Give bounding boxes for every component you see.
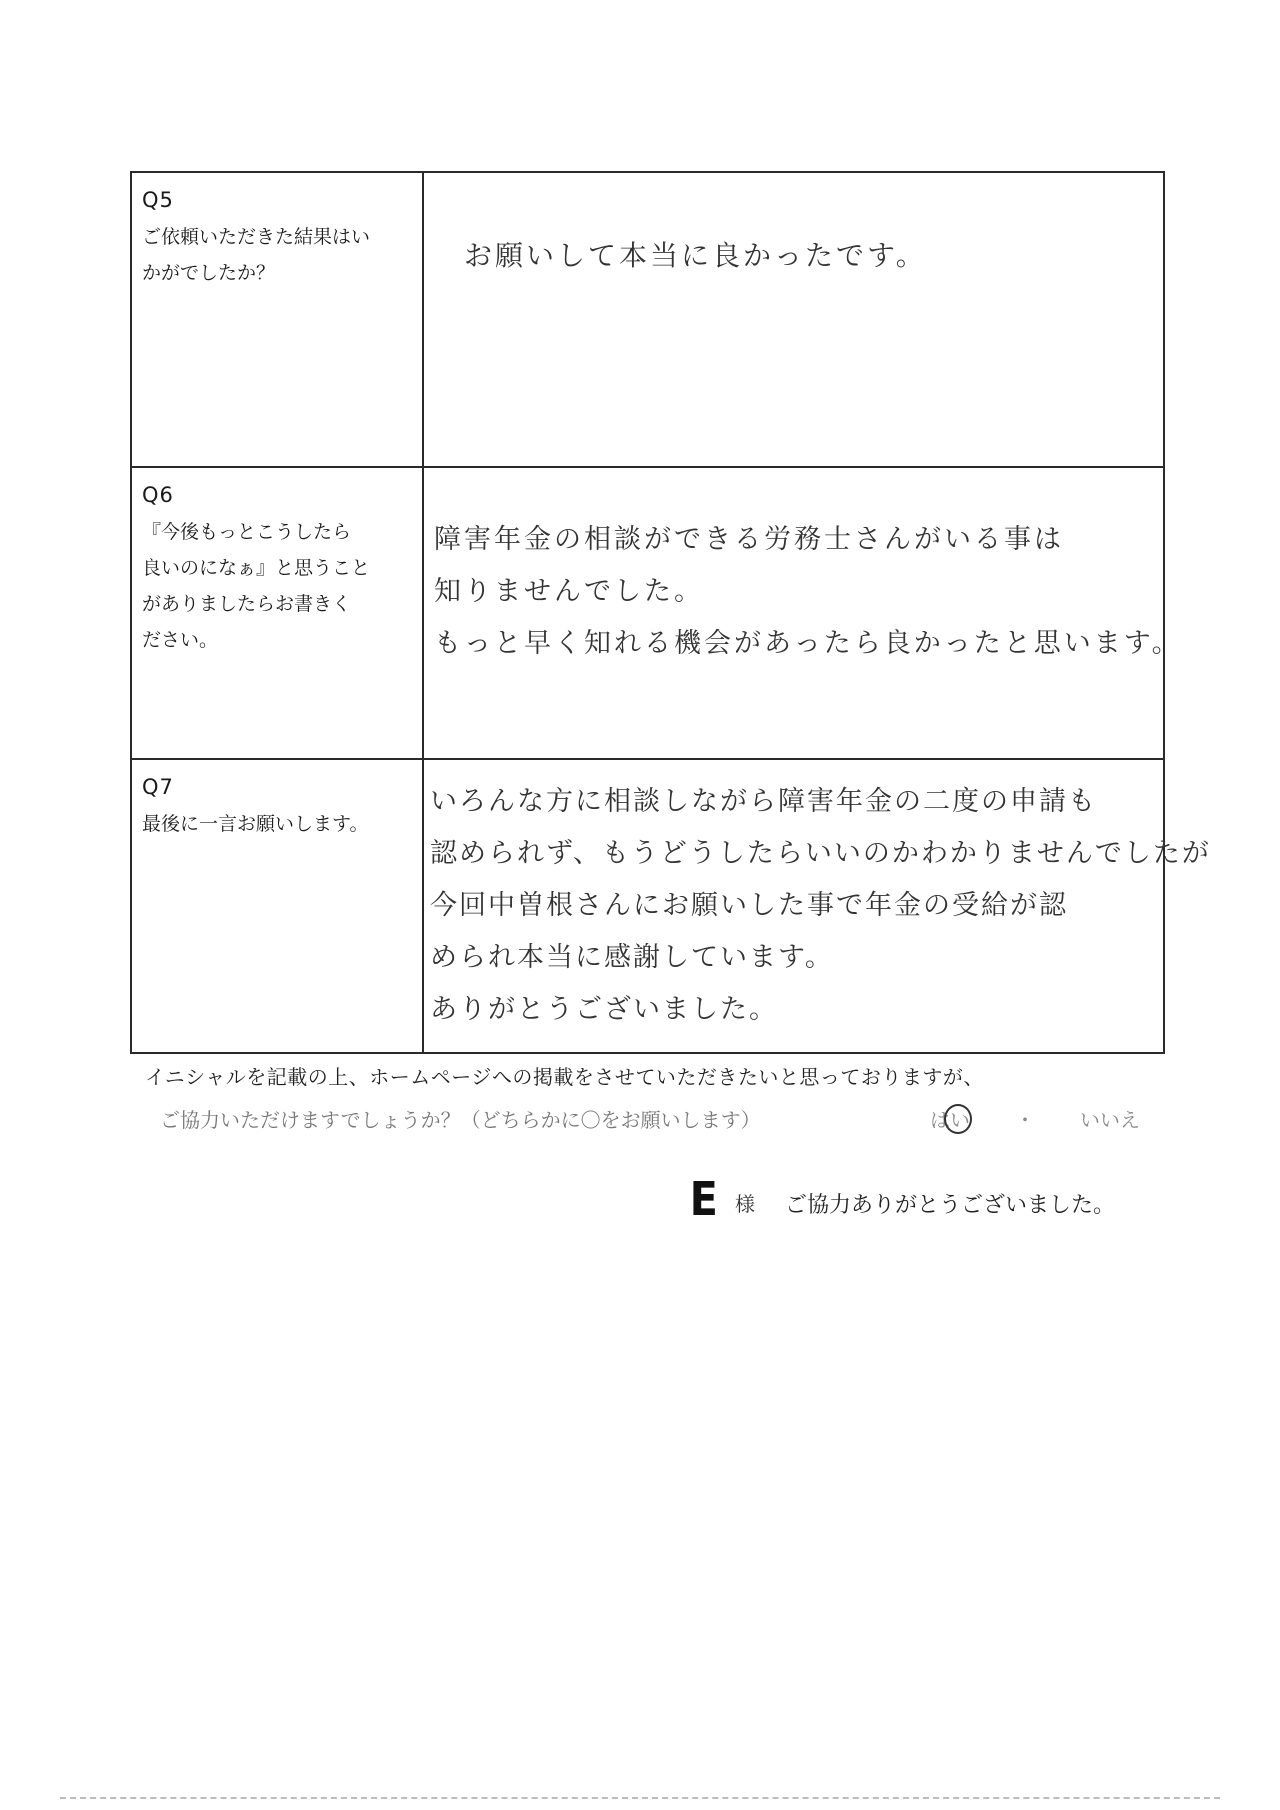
question-text: 『今後もっとこうしたら 良いのになぁ』と思うこと がありましたらお書きく ださい。: [142, 521, 371, 651]
answer-line: められ本当に感謝しています。: [430, 942, 834, 973]
consent-question: ご協力いただけますでしょうか？（どちらかに〇をお願いします）: [160, 1108, 761, 1132]
honorific-label: 様: [735, 1192, 755, 1216]
handwritten-initial: E: [689, 1172, 718, 1226]
answer-line: もっと早く知れる機会があったら良かったと思います。: [434, 628, 1182, 659]
answer-cell: [423, 467, 1182, 759]
question-row-q7: [131, 759, 1164, 1053]
consent-option-no[interactable]: いいえ: [1080, 1108, 1140, 1132]
question-text: ご依頼いただきた結果はい かがでしたか？: [142, 226, 371, 284]
answer-line: 障害年金の相談ができる労務士さんがいる事は: [434, 524, 1064, 555]
handwritten-answer: [434, 514, 1203, 670]
handwritten-answer: [464, 231, 1203, 281]
answer-line: いろんな方に相談しながら障害年金の二度の申請も: [430, 786, 1097, 817]
question-number: Q6: [142, 483, 174, 507]
scan-edge-line: [60, 1797, 1220, 1799]
question-cell: [131, 467, 423, 759]
handwritten-answer: [430, 776, 1211, 1036]
answer-line: 今回中曽根さんにお願いした事で年金の受給が認: [430, 890, 1068, 921]
answer-line: お願いして本当に良かったです。: [464, 239, 927, 272]
question-row-q6: [131, 467, 1164, 759]
question-number: Q7: [142, 775, 174, 799]
answer-line: ありがとうございました。: [430, 994, 778, 1025]
consent-option-separator: ・: [1015, 1108, 1035, 1132]
handwritten-circle-mark: [944, 1104, 972, 1134]
question-row-q5: [131, 172, 1164, 467]
answer-line: 知りませんでした。: [434, 576, 704, 607]
consent-option-yes[interactable]: はい: [930, 1108, 970, 1132]
answer-cell: [423, 172, 1164, 467]
answer-cell: [423, 759, 1211, 1053]
question-text: 最後に一言お願いします。: [142, 813, 369, 835]
question-cell: [131, 759, 423, 1053]
question-cell: [131, 172, 423, 467]
thanks-message: ご協力ありがとうございました。: [785, 1193, 1116, 1218]
answer-line: 認められず、もうどうしたらいいのかわかりませんでしたが: [430, 838, 1211, 869]
consent-text: イニシャルを記載の上、ホームページへの掲載をさせていただきたいと思っておりますが、: [145, 1065, 984, 1089]
survey-table: [130, 171, 1211, 1054]
question-number: Q5: [142, 188, 174, 212]
